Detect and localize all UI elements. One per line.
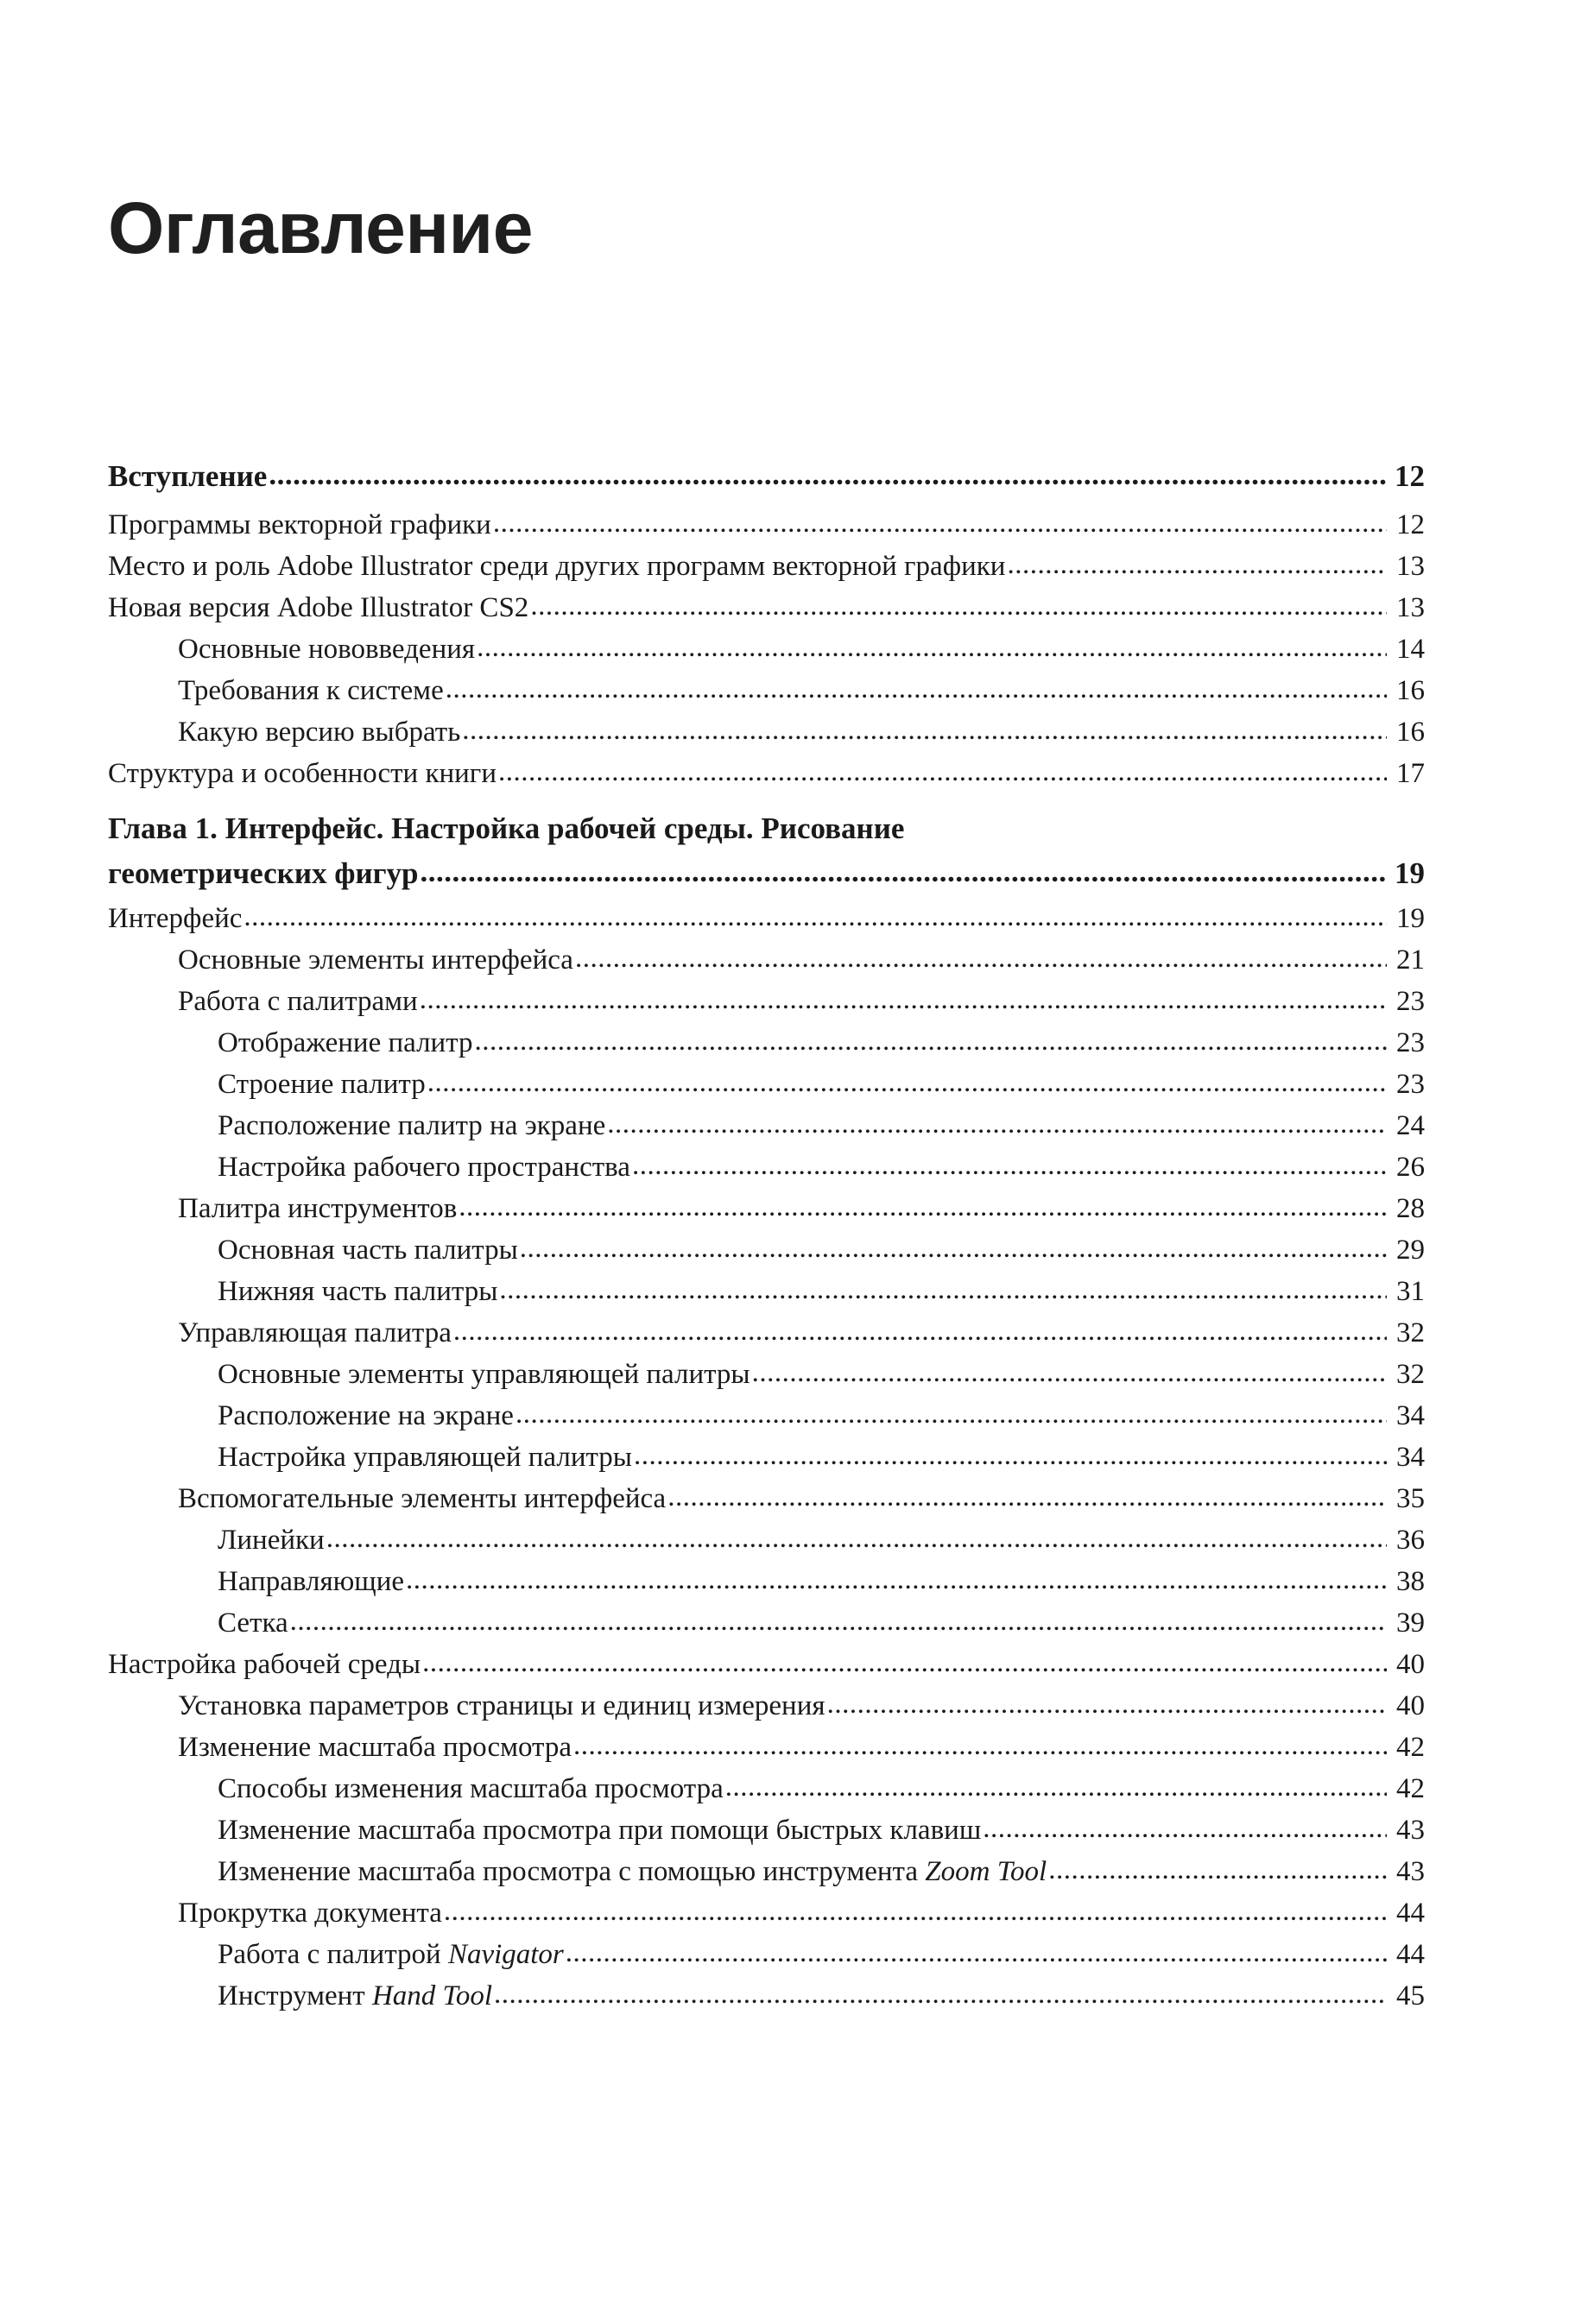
toc-entry-title: Основные элементы интерфейса [178, 944, 573, 976]
toc-page-number: 42 [1396, 1732, 1425, 1763]
toc-page-number: 23 [1396, 1027, 1425, 1058]
toc-page-number: 19 [1396, 903, 1425, 934]
toc-entry-title: Изменение масштаба просмотра при помощи быстрых клавиш [218, 1815, 982, 1846]
toc-leader-dots [427, 1062, 1387, 1103]
toc-leader-dots [444, 1891, 1387, 1932]
toc-entry-title: Глава 1. Интерфейс. Настройка рабочей среды. Рисование [108, 812, 905, 845]
toc-leader-dots [1007, 544, 1387, 585]
toc-entry-title: Настройка рабочего пространства [218, 1152, 630, 1183]
toc-entry[interactable] [108, 1892, 1425, 1934]
toc-leader-dots [575, 938, 1387, 979]
toc-page-number: 14 [1396, 634, 1425, 665]
toc-entry[interactable] [108, 1354, 1425, 1395]
toc-leader-dots [493, 502, 1387, 544]
toc-page-number: 23 [1396, 1069, 1425, 1100]
toc-entry[interactable] [108, 670, 1425, 711]
toc-entry-title: геометрических фигур [108, 856, 419, 890]
toc-entry[interactable] [108, 981, 1425, 1022]
toc-page-number: 42 [1396, 1773, 1425, 1804]
toc-entry[interactable] [108, 1727, 1425, 1768]
toc-entry-title: Место и роль Adobe Illustrator среди других программ векторной графики [108, 551, 1006, 582]
toc-page-number: 21 [1396, 944, 1425, 976]
toc-entry-title-italic: Navigator [447, 1939, 564, 1970]
toc-leader-dots [520, 1228, 1387, 1269]
toc-leader-dots [827, 1683, 1387, 1725]
toc-leader-dots [607, 1103, 1387, 1145]
toc-entry[interactable] [108, 939, 1425, 981]
toc-leader-dots [422, 1642, 1387, 1683]
toc-page-number: 13 [1396, 551, 1425, 582]
toc-page-number: 39 [1396, 1607, 1425, 1639]
toc-entry-title: Настройка управляющей палитры [218, 1442, 632, 1473]
toc-entry-title-italic: Hand Tool [371, 1980, 493, 2011]
toc-page-number: 12 [1396, 509, 1425, 540]
toc-page-number: 32 [1396, 1317, 1425, 1348]
toc-page-number: 12 [1395, 459, 1425, 493]
toc-leader-dots [752, 1352, 1387, 1393]
toc-leader-dots [667, 1476, 1387, 1518]
toc-entry-title: Расположение палитр на экране [218, 1110, 606, 1141]
toc-leader-dots [462, 710, 1387, 751]
toc-entry[interactable] [108, 1561, 1425, 1602]
toc-page-number: 34 [1396, 1400, 1425, 1431]
toc-entry-title: Нижняя часть палитры [218, 1276, 498, 1307]
toc-entry[interactable] [108, 1395, 1425, 1437]
toc-page-number: 44 [1396, 1939, 1425, 1970]
toc-entry[interactable] [108, 1022, 1425, 1064]
toc-entry-title: Установка параметров страницы и единиц измерения [178, 1690, 825, 1721]
toc-page-number: 26 [1396, 1152, 1425, 1183]
toc-page-number: 43 [1396, 1815, 1425, 1846]
toc-page-number: 23 [1396, 986, 1425, 1017]
toc-entry[interactable] [108, 1809, 1425, 1851]
toc-entry[interactable] [108, 1644, 1425, 1685]
toc-page-number: 31 [1396, 1276, 1425, 1307]
toc-leader-dots [453, 1310, 1387, 1352]
toc-entry-title: Основные нововведения [178, 634, 476, 665]
toc-page-number: 28 [1396, 1193, 1425, 1224]
toc-entry-title: Новая версия Adobe Illustrator CS2 [108, 592, 529, 623]
toc-leader-dots [406, 1559, 1387, 1601]
toc-leader-dots [475, 1020, 1387, 1062]
toc-leader-dots [1048, 1849, 1387, 1891]
toc-entry-title [218, 1851, 1047, 1892]
table-of-contents [108, 449, 1425, 2017]
toc-page-number: 40 [1396, 1649, 1425, 1680]
toc-entry[interactable] [108, 546, 1425, 587]
toc-entry-title: Структура и особенности книги [108, 758, 497, 789]
toc-entry-title [218, 1975, 492, 2017]
toc-page-number: 19 [1395, 856, 1425, 890]
toc-chapter-1-heading-line1[interactable] [108, 808, 1425, 849]
toc-leader-dots [573, 1725, 1387, 1766]
toc-leader-dots [566, 1932, 1387, 1974]
toc-page-number: 43 [1396, 1856, 1425, 1887]
toc-entry[interactable] [108, 1602, 1425, 1644]
toc-entry-title: Основные элементы управляющей палитры [218, 1359, 750, 1390]
toc-entry-title [218, 1934, 564, 1975]
toc-entry-title: Отображение палитр [218, 1027, 473, 1058]
toc-entry[interactable] [108, 1851, 1425, 1892]
toc-entry[interactable] [108, 1188, 1425, 1229]
toc-entry[interactable] [108, 1934, 1425, 1975]
toc-entry-title: Работа с палитрами [178, 986, 418, 1017]
toc-leader-dots [499, 1269, 1387, 1310]
toc-chapter-1-heading-line2[interactable] [108, 849, 1425, 898]
toc-page-number: 40 [1396, 1690, 1425, 1721]
toc-entry[interactable] [108, 504, 1425, 546]
toc-page-number: 24 [1396, 1110, 1425, 1141]
toc-entry-title-prefix: Инструмент [218, 1980, 372, 2011]
toc-leader-dots [632, 1145, 1387, 1186]
toc-page-number: 29 [1396, 1235, 1425, 1266]
toc-page-number: 35 [1396, 1483, 1425, 1514]
toc-entry-title: Палитра инструментов [178, 1193, 458, 1224]
toc-leader-dots [446, 668, 1387, 710]
toc-page-number: 38 [1396, 1566, 1425, 1597]
toc-entry-title: Интерфейс [108, 903, 243, 934]
toc-page-number: 45 [1396, 1980, 1425, 2011]
toc-leader-dots [290, 1601, 1387, 1642]
toc-entry[interactable] [108, 1064, 1425, 1105]
toc-entry-title: Способы изменения масштаба просмотра [218, 1773, 724, 1804]
toc-entry[interactable] [108, 1437, 1425, 1478]
toc-leader-dots [634, 1435, 1387, 1476]
toc-entry-title: Прокрутка документа [178, 1898, 442, 1929]
toc-entry-title: Сетка [218, 1607, 288, 1639]
toc-entry[interactable] [108, 1685, 1425, 1727]
toc-leader-dots [494, 1974, 1387, 2015]
toc-leader-dots [269, 447, 1387, 502]
toc-entry[interactable] [108, 587, 1425, 628]
toc-leader-dots [420, 979, 1387, 1020]
toc-entry-intro[interactable] [108, 449, 1425, 504]
toc-page-number: 17 [1396, 758, 1425, 789]
toc-entry-title: Строение палитр [218, 1069, 426, 1100]
toc-page-number: 13 [1396, 592, 1425, 623]
toc-entry[interactable] [108, 711, 1425, 753]
toc-entry-title: Какую версию выбрать [178, 717, 461, 748]
toc-entry[interactable] [108, 1768, 1425, 1809]
toc-leader-dots [326, 1518, 1387, 1559]
toc-entry-title: Расположение на экране [218, 1400, 514, 1431]
toc-entry[interactable] [108, 1229, 1425, 1271]
toc-entry-title: Управляющая палитра [178, 1317, 452, 1348]
toc-leader-dots [459, 1186, 1387, 1228]
toc-page-number: 36 [1396, 1525, 1425, 1556]
toc-entry-title-prefix: Изменение масштаба просмотра с помощью инструмента [218, 1856, 926, 1887]
toc-entry[interactable] [108, 753, 1425, 794]
toc-leader-dots [421, 848, 1388, 896]
toc-leader-dots [498, 751, 1387, 793]
toc-entry[interactable] [108, 1271, 1425, 1312]
toc-leader-dots [244, 896, 1387, 938]
toc-entry[interactable] [108, 1312, 1425, 1354]
toc-entry[interactable] [108, 1146, 1425, 1188]
toc-entry-title: Требования к системе [178, 675, 444, 706]
toc-entry-title: Вступление [108, 459, 268, 493]
toc-page-number: 16 [1396, 717, 1425, 748]
toc-entry-title: Направляющие [218, 1566, 405, 1597]
toc-page-number: 16 [1396, 675, 1425, 706]
toc-entry-title: Программы векторной графики [108, 509, 491, 540]
toc-page-number: 34 [1396, 1442, 1425, 1473]
toc-entry-title: Линейки [218, 1525, 325, 1556]
toc-entry-title: Изменение масштаба просмотра [178, 1732, 572, 1763]
toc-leader-dots [983, 1808, 1387, 1849]
toc-entry[interactable] [108, 1519, 1425, 1561]
toc-leader-dots [516, 1393, 1387, 1435]
toc-entry[interactable] [108, 1975, 1425, 2017]
toc-entry-title-prefix: Работа с палитрой [218, 1939, 448, 1970]
toc-entry[interactable] [108, 1105, 1425, 1146]
toc-entry[interactable] [108, 1478, 1425, 1519]
toc-entry[interactable] [108, 628, 1425, 670]
page-title: Оглавление [108, 187, 533, 268]
toc-entry-title: Вспомогательные элементы интерфейса [178, 1483, 667, 1514]
toc-entry[interactable] [108, 898, 1425, 939]
toc-page-number: 44 [1396, 1898, 1425, 1929]
toc-leader-dots [477, 627, 1387, 668]
toc-entry-title: Настройка рабочей среды [108, 1649, 421, 1680]
toc-page-number: 32 [1396, 1359, 1425, 1390]
toc-leader-dots [530, 585, 1387, 627]
toc-leader-dots [725, 1766, 1387, 1808]
toc-entry-title-italic: Zoom Tool [925, 1856, 1047, 1887]
toc-entry-title: Основная часть палитры [218, 1235, 518, 1266]
